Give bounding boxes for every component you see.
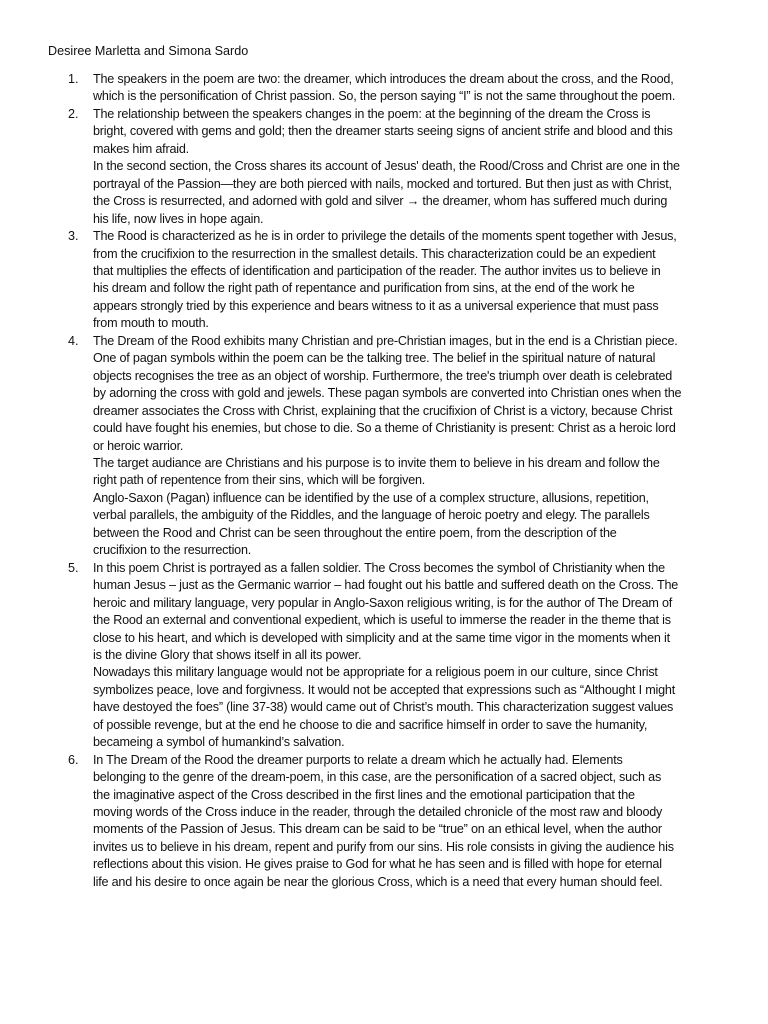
text-line: Nowadays this military language would not be appropriate for a religious poem in our culture, since Christ (93, 665, 658, 680)
answer-paragraph (93, 333, 723, 455)
text-line: invites us to believe in his dream, repent and purify from our sins. His role consists in giving the audience his (93, 839, 674, 854)
answer-number: 6. (68, 752, 79, 767)
text-line: the imaginative aspect of the Cross described in the first lines and the emotional participation that the (93, 787, 635, 802)
text-line: reflections about this vision. He gives praise to God for what he has seen and is filled with hope for eternal (93, 857, 662, 872)
text-line: human Jesus – just as the Germanic warrior – had fought out his battle and suffered death on the Cross. The (93, 578, 679, 593)
text-line: In the second section, the Cross shares its account of Jesus' death, the Rood/Cross and Christ are one in the (93, 159, 680, 174)
text-line: objects recognises the tree as an object of worship. Furthermore, the tree's triumph over death is celebrated (93, 368, 673, 383)
text-line: his life, now lives in hope again. (93, 211, 264, 226)
text-line: of possible revenge, but at the end he choose to die and sacrifice himself in order to save the humanity, (93, 717, 648, 732)
text-line: The Rood is characterized as he is in order to privilege the details of the moments spent together with Jesus, (93, 229, 677, 244)
answer-item (0, 106, 768, 228)
text-line: between the Rood and Christ can be seen throughout the entire poem, from the description of the (93, 525, 617, 540)
text-line: In The Dream of the Rood the dreamer purports to relate a dream which he actually had. Elements (93, 752, 623, 767)
text-line: Anglo-Saxon (Pagan) influence can be identified by the use of a complex structure, allusions, repetition, (93, 490, 649, 505)
answer-number: 1. (68, 72, 79, 86)
text-line: The speakers in the poem are two: the dreamer, which introduces the dream about the cross, and the Rood, (93, 72, 674, 86)
answer-number: 2. (68, 106, 79, 121)
text-line: the Cross is resurrected, and adorned with gold and silver → the dreamer, whom has suffered much during (93, 194, 668, 209)
answer-paragraph (93, 752, 723, 892)
text-line: which is the personification of Christ passion. So, the person saying “I” is not the same throughout the poem. (93, 89, 676, 104)
text-line: have destoyed the foes” (line 37-38) would came out of Christ’s mouth. This characterization suggest values (93, 700, 674, 715)
answer-item (0, 71, 768, 106)
text-line: One of pagan symbols within the poem can be the talking tree. The belief in the spiritual nature of natural (93, 351, 656, 366)
answer-paragraph (93, 560, 723, 665)
answer-item (0, 228, 768, 333)
text-line: from mouth to mouth. (93, 316, 209, 331)
authors-heading: Desiree Marletta and Simona Sardo (48, 44, 249, 58)
text-line: is the divine Glory that shows itself in all its power. (93, 647, 362, 662)
answer-paragraph (93, 455, 723, 490)
text-line: portrayal of the Passion—they are both pierced with nails, mocked and tortured. But then just as with Christ, (93, 176, 672, 191)
answer-paragraph (93, 664, 723, 751)
answers-list (0, 71, 768, 891)
text-line: heroic and military language, very popular in Anglo-Saxon religious writing, is for the author of The Dream of (93, 595, 673, 610)
text-line: by adorning the cross with gold and jewels. These pagan symbols are converted into Christian ones when the (93, 386, 682, 401)
text-line: or heroic warrior. (93, 438, 184, 453)
answer-item (0, 752, 768, 892)
text-line: belonging to the genre of the dream-poem, in this case, are the personification of a sacred object, such as (93, 770, 662, 785)
answer-number: 3. (68, 229, 79, 244)
text-line: right path of repentence from their sins, which will be forgiven. (93, 473, 426, 488)
answer-paragraph (93, 228, 723, 333)
text-line: becameing a symbol of humankind’s salvation. (93, 735, 345, 750)
text-line: the Rood an external and conventional expedient, which is useful to immerse the reader in the theme that is (93, 613, 671, 628)
text-line: moving words of the Cross induce in the reader, through the detailed chronicle of the most raw and bloody (93, 805, 663, 820)
text-line: makes him afraid. (93, 141, 189, 156)
text-line: moments of the Passion of Jesus. This dream can be said to be “true” on an ethical level, when the author (93, 822, 662, 837)
text-line: could have fought his enemies, but chose to die. So a theme of Christianity is present: Christ as a heroic lord (93, 421, 676, 436)
text-line: The relationship between the speakers changes in the poem: at the beginning of the dream the Cross is (93, 106, 651, 121)
answer-number: 5. (68, 560, 79, 575)
answer-item (0, 333, 768, 560)
answer-paragraph (93, 158, 723, 228)
answer-paragraph (93, 71, 723, 106)
text-line: The target audiance are Christians and his purpose is to invite them to believe in his dream and follow the (93, 455, 660, 470)
text-line: close to his heart, and which is developed with simplicity and at the same time vigor in the moments when it (93, 630, 670, 645)
answer-paragraph (93, 106, 723, 158)
text-line: his dream and follow the right path of repentance and purification from sins, at the end of the work he (93, 281, 635, 296)
text-line: crucifixion to the resurrection. (93, 543, 252, 558)
text-line: that multiplies the effects of identification and participation of the reader. The author invites us to believe in (93, 263, 661, 278)
text-line: from the crucifixion to the resurrection in the smallest details. This characterization could be an expedient (93, 246, 656, 261)
text-line: dreamer associates the Cross with Christ, explaining that the crucifixion of Christ is a victory, because Christ (93, 403, 673, 418)
text-line: appears strongly tried by this experience and bears witness to it as a universal experience that must pass (93, 298, 659, 313)
answer-number: 4. (68, 333, 79, 348)
text-line: verbal parallels, the ambiguity of the Riddles, and the language of heroic poetry and elegy. The parallels (93, 508, 650, 523)
text-line: In this poem Christ is portrayed as a fallen soldier. The Cross becomes the symbol of Christianity when the (93, 560, 665, 575)
text-line: The Dream of the Rood exhibits many Christian and pre-Christian images, but in the end is a Christian piece. (93, 333, 678, 348)
text-line: symbolizes peace, love and forgivness. It would not be accepted that expressions such as “Althought I might (93, 682, 676, 697)
text-line: life and his desire to once again be near the glorious Cross, which is a need that every human should feel. (93, 874, 663, 889)
answer-item (0, 560, 768, 752)
text-line: bright, covered with gems and gold; then the dreamer starts seeing signs of ancient strife and blood and this (93, 124, 673, 139)
answer-paragraph (93, 490, 723, 560)
